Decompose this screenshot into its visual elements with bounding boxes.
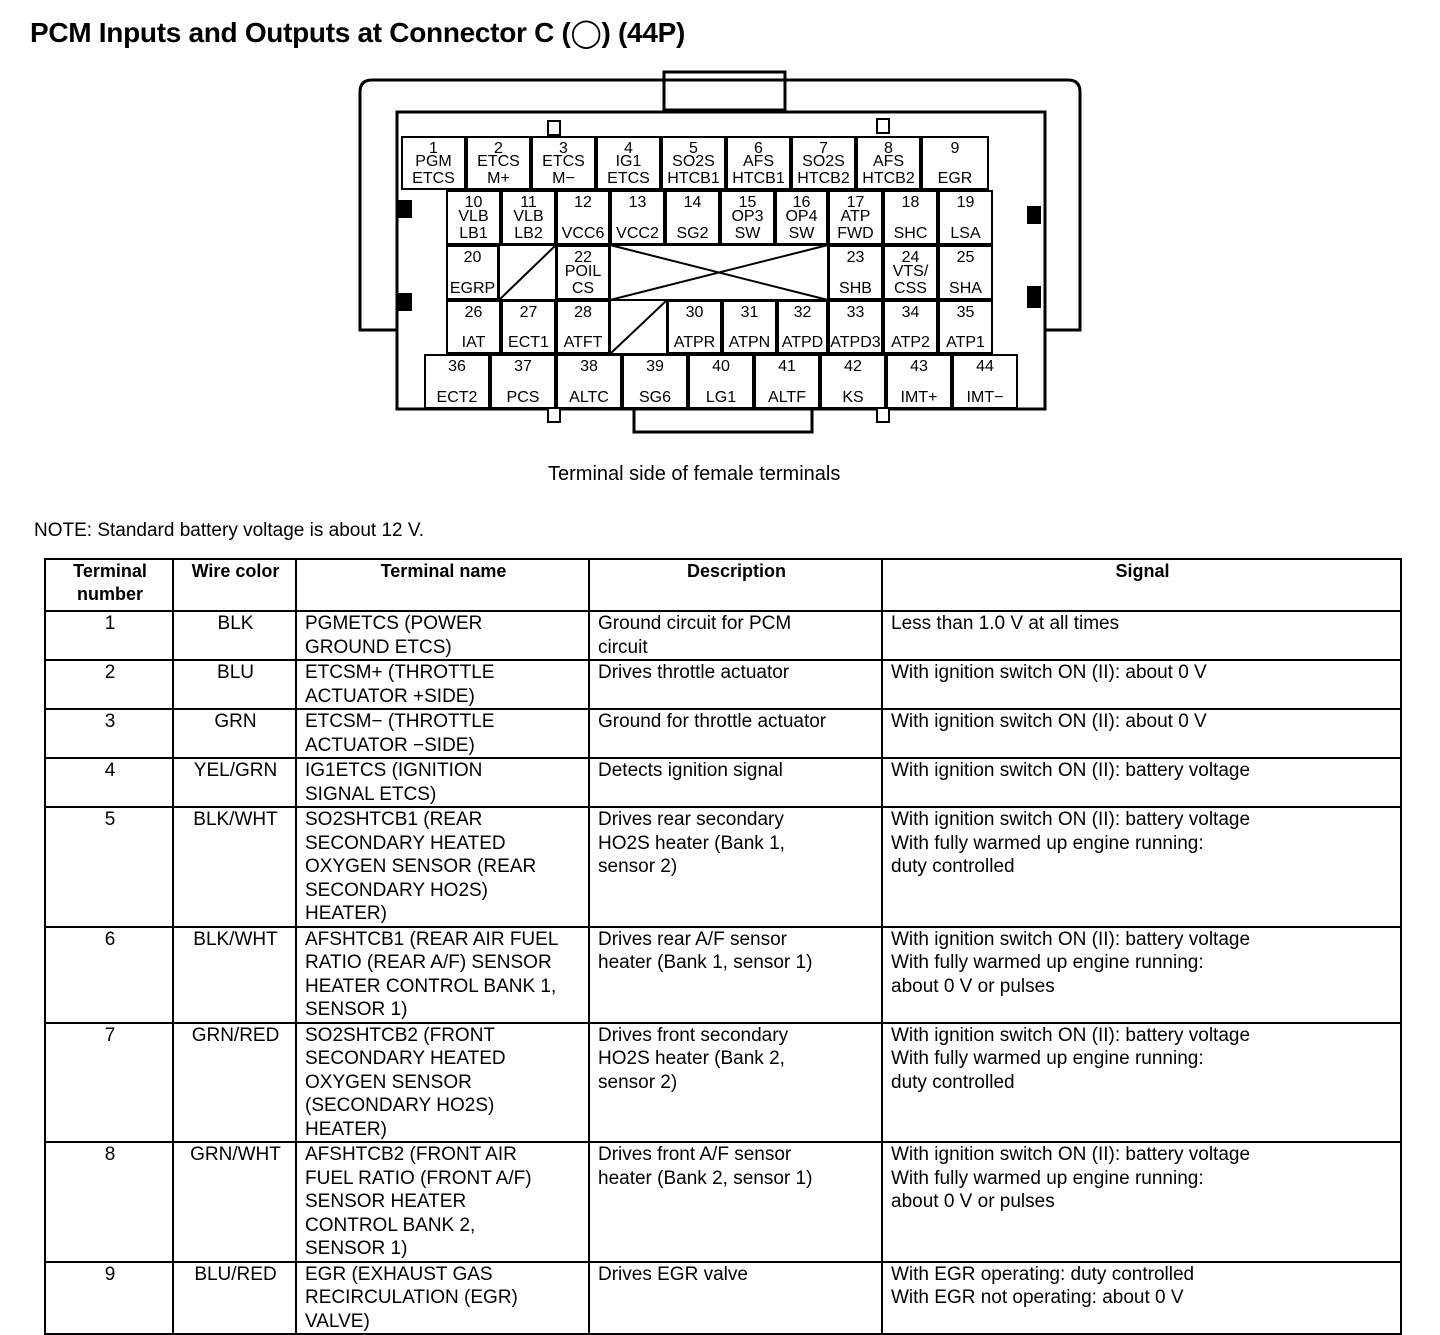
pin-number: 3	[559, 140, 568, 157]
pin-number: 39	[646, 358, 664, 375]
terminal-name-cell: AFSHTCB1 (REAR AIR FUEL RATIO (REAR A/F) SENSOR HEATER CONTROL BANK 1, SENSOR 1)	[296, 927, 589, 1023]
terminal-number-cell: 4	[45, 758, 173, 807]
pin-number: 41	[778, 358, 796, 375]
pin-name: AFS HTCB1	[732, 153, 785, 187]
pin-number: 32	[793, 304, 812, 321]
pin-name: SO2S HTCB2	[797, 153, 850, 187]
pin-name: ATPR	[673, 334, 716, 351]
connector-pin	[661, 136, 726, 190]
connector-pin	[490, 354, 556, 409]
voltage-note: NOTE: Standard battery voltage is about 12 V.	[34, 520, 425, 541]
pin-name: SO2S HTCB1	[667, 153, 720, 187]
pin-name: ECT2	[436, 389, 478, 406]
terminal-number-cell: 5	[45, 807, 173, 927]
pin-number: 24	[901, 249, 920, 266]
terminal-number-cell: 7	[45, 1023, 173, 1143]
connector-pin	[531, 136, 596, 190]
terminal-name-cell: SO2SHTCB1 (REAR SECONDARY HEATED OXYGEN SENSOR (REAR SECONDARY HO2S) HEATER)	[296, 807, 589, 927]
signal-cell: With ignition switch ON (II): battery voltage With fully warmed up engine running: about 0 V or pulses	[882, 927, 1401, 1023]
io-table	[44, 558, 1402, 1335]
wire-color-cell: GRN/WHT	[173, 1142, 296, 1262]
description-cell: Drives throttle actuator	[589, 660, 882, 709]
pin-number: 23	[846, 249, 865, 266]
connector-pin	[446, 190, 501, 245]
connector-pin	[828, 190, 883, 245]
terminal-number-cell: 9	[45, 1262, 173, 1335]
pin-number: 30	[685, 304, 704, 321]
pin-number: 13	[628, 194, 647, 211]
description-cell: Ground circuit for PCM circuit	[589, 611, 882, 660]
pin-name: ETCS M−	[542, 153, 585, 187]
pin-number: 7	[819, 140, 828, 157]
pin-name: ATPN	[728, 334, 771, 351]
pin-number: 2	[494, 140, 503, 157]
table-header-row	[45, 559, 1401, 611]
pin-name: LG1	[705, 389, 737, 406]
wire-color-cell: BLK/WHT	[173, 807, 296, 927]
pin-name: SHA	[949, 280, 982, 297]
pin-number: 22	[574, 249, 592, 266]
connector-pin	[556, 354, 622, 409]
pin-name: SHC	[893, 225, 928, 242]
pin-number: 19	[956, 194, 975, 211]
connector-pin	[466, 136, 531, 190]
connector-pin	[883, 245, 938, 300]
terminal-number-cell: 3	[45, 709, 173, 758]
pin-number: 8	[884, 140, 893, 157]
connector-pin	[775, 190, 828, 245]
pin-number: 40	[712, 358, 730, 375]
description-cell: Detects ignition signal	[589, 758, 882, 807]
table-row	[45, 758, 1401, 807]
terminal-name-cell: ETCSM− (THROTTLE ACTUATOR −SIDE)	[296, 709, 589, 758]
description-cell: Ground for throttle actuator	[589, 709, 882, 758]
pin-name: ALTC	[569, 389, 609, 406]
table-body	[45, 611, 1401, 1334]
connector-pin	[820, 354, 886, 409]
table-row	[45, 1023, 1401, 1143]
signal-cell: With EGR operating: duty controlled With EGR not operating: about 0 V	[882, 1262, 1401, 1335]
pin-name: ATPD3	[830, 334, 881, 351]
pin-number: 4	[624, 140, 633, 157]
pin-name: VLB LB1	[458, 208, 489, 242]
pin-name: POIL CS	[564, 263, 602, 297]
pin-number: 42	[844, 358, 862, 375]
pin-name: SHB	[839, 280, 872, 297]
pin-name: EGR	[937, 170, 973, 187]
connector-pin	[610, 190, 665, 245]
pin-number: 14	[683, 194, 702, 211]
wire-color-cell: YEL/GRN	[173, 758, 296, 807]
pin-number: 11	[520, 194, 537, 211]
header-terminal-number: Terminal number	[45, 559, 173, 611]
connector-pin	[777, 300, 828, 354]
wire-color-cell: GRN	[173, 709, 296, 758]
terminal-name-cell: SO2SHTCB2 (FRONT SECONDARY HEATED OXYGEN SENSOR (SECONDARY HO2S) HEATER)	[296, 1023, 589, 1143]
connector-pin	[726, 136, 791, 190]
connector-pin	[622, 354, 688, 409]
page-title: PCM Inputs and Outputs at Connector C (◯) (44P)	[30, 17, 686, 48]
pin-number: 31	[740, 304, 759, 321]
terminal-number-cell: 1	[45, 611, 173, 660]
wire-color-cell: BLU	[173, 660, 296, 709]
connector-pin	[886, 354, 952, 409]
pin-number: 44	[976, 358, 994, 375]
connector-pin	[556, 245, 610, 300]
pin-name: ALTF	[768, 389, 806, 406]
connector-pin	[883, 190, 938, 245]
pin-name: VLB LB2	[513, 208, 544, 242]
connector-pin	[596, 136, 661, 190]
pin-name: ETCS M+	[477, 153, 520, 187]
pin-name: AFS HTCB2	[862, 153, 915, 187]
pin-number: 6	[754, 140, 763, 157]
table-row	[45, 1262, 1401, 1335]
connector-pin	[722, 300, 777, 354]
pin-number: 20	[463, 249, 482, 266]
connector-pin	[688, 354, 754, 409]
pin-number: 26	[464, 304, 483, 321]
terminal-name-cell: PGMETCS (POWER GROUND ETCS)	[296, 611, 589, 660]
connector-pin	[938, 300, 993, 354]
terminal-name-cell: IG1ETCS (IGNITION SIGNAL ETCS)	[296, 758, 589, 807]
signal-cell: With ignition switch ON (II): battery voltage	[882, 758, 1401, 807]
connector-pin	[556, 300, 610, 354]
pin-number: 36	[448, 358, 466, 375]
pin-name: IG1 ETCS	[607, 153, 650, 187]
pin-name: OP4 SW	[785, 208, 818, 242]
pin-name: ATP2	[891, 334, 930, 351]
pin-number: 15	[738, 194, 757, 211]
signal-cell: With ignition switch ON (II): battery voltage With fully warmed up engine running: duty controlled	[882, 1023, 1401, 1143]
connector-pin	[501, 300, 556, 354]
pin-number: 12	[574, 194, 592, 211]
pin-name: VCC6	[561, 225, 605, 242]
pin-number: 10	[464, 194, 483, 211]
pin-name: LSA	[950, 225, 981, 242]
table-row	[45, 927, 1401, 1023]
terminal-number-cell: 2	[45, 660, 173, 709]
pin-number: 37	[514, 358, 532, 375]
connector-pin	[667, 300, 722, 354]
terminal-name-cell: EGR (EXHAUST GAS RECIRCULATION (EGR) VALVE)	[296, 1262, 589, 1335]
signal-cell: With ignition switch ON (II): about 0 V	[882, 660, 1401, 709]
connector-pin	[791, 136, 856, 190]
pin-number: 1	[429, 140, 438, 157]
connector-pin	[446, 300, 501, 354]
connector-pin	[665, 190, 720, 245]
pin-number: 25	[956, 249, 975, 266]
pin-number: 5	[689, 140, 698, 157]
pin-name: PGM ETCS	[412, 153, 455, 187]
wire-color-cell: BLK/WHT	[173, 927, 296, 1023]
pin-name: VTS/ CSS	[892, 263, 929, 297]
description-cell: Drives rear A/F sensor heater (Bank 1, sensor 1)	[589, 927, 882, 1023]
pin-number: 27	[519, 304, 538, 321]
table-row	[45, 1142, 1401, 1262]
table-row	[45, 660, 1401, 709]
header-wire-color: Wire color	[173, 559, 296, 611]
terminal-name-cell: AFSHTCB2 (FRONT AIR FUEL RATIO (FRONT A/F) SENSOR HEATER CONTROL BANK 2, SENSOR 1)	[296, 1142, 589, 1262]
pin-number: 28	[574, 304, 592, 321]
pin-name: ATFT	[563, 334, 603, 351]
connector-pin	[401, 136, 466, 190]
pin-name: SG6	[638, 389, 671, 406]
signal-cell: With ignition switch ON (II): about 0 V	[882, 709, 1401, 758]
pin-name: VCC2	[616, 225, 659, 242]
pin-name: SG2	[676, 225, 709, 242]
header-terminal-name: Terminal name	[296, 559, 589, 611]
connector-pin	[720, 190, 775, 245]
header-description: Description	[589, 559, 882, 611]
connector-diagram	[0, 0, 1440, 440]
pin-name: ATP1	[946, 334, 985, 351]
pin-name: ATP FWD	[837, 208, 874, 242]
connector-pin	[828, 245, 883, 300]
pin-number: 17	[846, 194, 865, 211]
table-row	[45, 807, 1401, 927]
pin-name: EGRP	[449, 280, 496, 297]
connector-pin	[828, 300, 883, 354]
pin-name: PCS	[506, 389, 540, 406]
connector-pin	[938, 245, 993, 300]
diagram-caption: Terminal side of female terminals	[548, 463, 841, 485]
pin-number: 35	[956, 304, 975, 321]
pin-number: 16	[792, 194, 811, 211]
wire-color-cell: BLU/RED	[173, 1262, 296, 1335]
pin-number: 34	[901, 304, 920, 321]
connector-pin	[921, 136, 989, 190]
connector-pin	[952, 354, 1018, 409]
connector-pin	[556, 190, 610, 245]
signal-cell: Less than 1.0 V at all times	[882, 611, 1401, 660]
pin-name: OP3 SW	[731, 208, 764, 242]
description-cell: Drives EGR valve	[589, 1262, 882, 1335]
description-cell: Drives front secondary HO2S heater (Bank 2, sensor 2)	[589, 1023, 882, 1143]
pin-name: IMT+	[900, 389, 938, 406]
wire-color-cell: GRN/RED	[173, 1023, 296, 1143]
connector-pin	[883, 300, 938, 354]
header-signal: Signal	[882, 559, 1401, 611]
connector-pin	[424, 354, 490, 409]
pin-name: IMT−	[966, 389, 1004, 406]
pin-name: IAT	[461, 334, 486, 351]
description-cell: Drives rear secondary HO2S heater (Bank 1, sensor 2)	[589, 807, 882, 927]
pin-name: KS	[842, 389, 864, 406]
description-cell: Drives front A/F sensor heater (Bank 2, sensor 1)	[589, 1142, 882, 1262]
signal-cell: With ignition switch ON (II): battery voltage With fully warmed up engine running: duty controlled	[882, 807, 1401, 927]
terminal-number-cell: 8	[45, 1142, 173, 1262]
pin-number: 43	[910, 358, 928, 375]
pin-number: 38	[580, 358, 598, 375]
pin-number: 33	[846, 304, 865, 321]
pin-number: 9	[950, 140, 960, 157]
connector-pin	[501, 190, 556, 245]
terminal-number-cell: 6	[45, 927, 173, 1023]
wire-color-cell: BLK	[173, 611, 296, 660]
table-row	[45, 611, 1401, 660]
pin-name: ATPD	[781, 334, 824, 351]
connector-pin	[446, 245, 499, 300]
connector-pin	[856, 136, 921, 190]
connector-pin	[754, 354, 820, 409]
signal-cell: With ignition switch ON (II): battery voltage With fully warmed up engine running: about 0 V or pulses	[882, 1142, 1401, 1262]
table-row	[45, 709, 1401, 758]
terminal-name-cell: ETCSM+ (THROTTLE ACTUATOR +SIDE)	[296, 660, 589, 709]
pin-number: 18	[901, 194, 920, 211]
pin-name: ECT1	[508, 334, 549, 351]
connector-pin	[938, 190, 993, 245]
